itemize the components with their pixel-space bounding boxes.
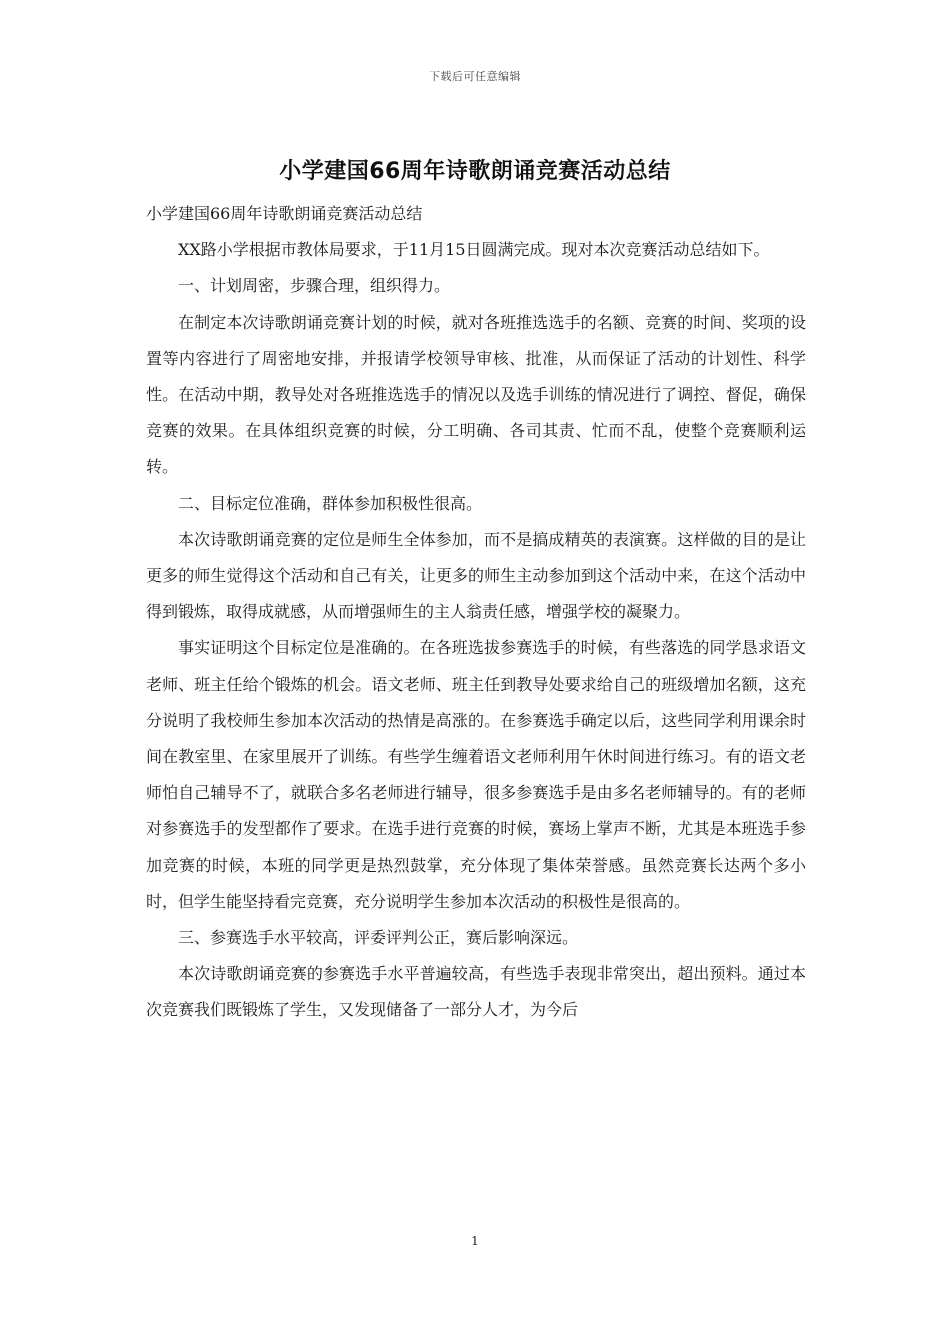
paragraph-intro: XX路小学根据市教体局要求，于11月15日圆满完成。现对本次竞赛活动总结如下。 [178, 240, 770, 260]
section-heading-1: 一、计划周密，步骤合理，组织得力。 [178, 276, 451, 296]
paragraph-subtitle: 小学建国66周年诗歌朗诵竞赛活动总结 [146, 204, 423, 223]
paragraph-section-2a: 本次诗歌朗诵竞赛的定位是师生全体参加，而不是搞成精英的表演赛。这样做的目的是让更多的师生觉得这个活动和自己有关，让更多的师生主动参加到这个活动中来，在这个活动中得到锻炼，取得成就感，从而增强师生的主人翁责任感，增强学校的凝聚力。 [146, 529, 806, 622]
page-number: 1 [471, 1234, 479, 1248]
paragraph-section-3: 本次诗歌朗诵竞赛的参赛选手水平普遍较高，有些选手表现非常突出，超出预料。通过本次竞赛我们既锻炼了学生，又发现储备了一部分人才，为今后 [146, 964, 806, 1020]
section-heading-2: 二、目标定位准确，群体参加积极性很高。 [178, 493, 483, 513]
paragraph-section-2b: 事实证明这个目标定位是准确的。在各班选拔参赛选手的时候，有些落选的同学恳求语文老师、班主任给个锻炼的机会。语文老师、班主任到教导处要求给自己的班级增加名额，这充分说明了我校师生参加本次活动的热情是高涨的。在参赛选手确定以后，这些同学利用课余时间在教室里、在家里展开了训练。有些学生缠着语文老师利用午休时间进行练习。有的语文老师怕自己辅导不了，就联合多名老师进行辅导，很多参赛选手是由多名老师辅导的。有的老师对参赛选手的发型都作了要求。在选手进行竞赛的时候，赛场上掌声不断，尤其是本班选手参加竞赛的时候，本班的同学更是热烈鼓掌，充分体现了集体荣誉感。虽然竞赛长达两个多小时，但学生能坚持看完竞赛，充分说明学生参加本次活动的积极性是很高的。 [146, 638, 806, 911]
page-header-note: 下载后可任意编辑 [429, 70, 521, 83]
document-body [146, 196, 806, 1029]
section-heading-3: 三、参赛选手水平较高，评委评判公正，赛后影响深远。 [178, 928, 579, 948]
paragraph-section-1: 在制定本次诗歌朗诵竞赛计划的时候，就对各班推选选手的名额、竞赛的时间、奖项的设置等内容进行了周密地安排，并报请学校领导审核、批准，从而保证了活动的计划性、科学性。在活动中期，教导处对各班推选选手的情况以及选手训练的情况进行了调控、督促，确保竞赛的效果。在具体组织竞赛的时候，分工明确、各司其责、忙而不乱，使整个竞赛顺利运转。 [146, 312, 806, 477]
document-title: 小学建国66周年诗歌朗诵竞赛活动总结 [279, 159, 671, 184]
